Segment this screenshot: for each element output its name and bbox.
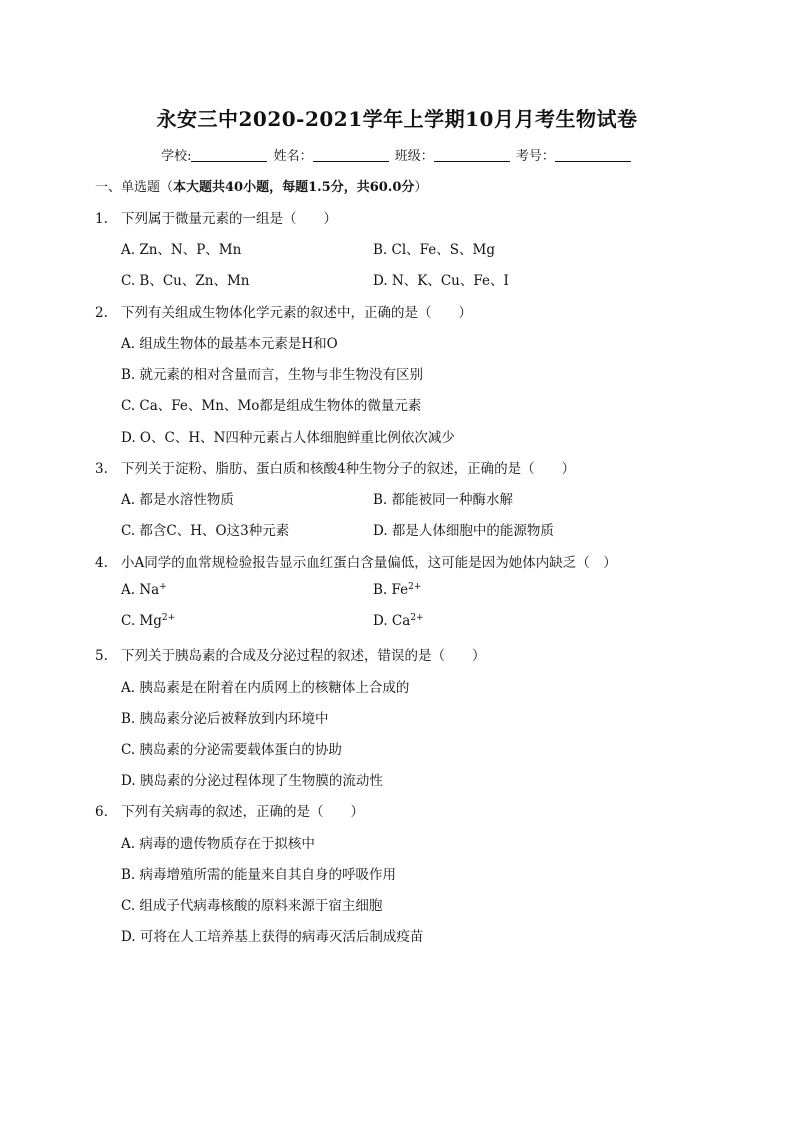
option-3a: A. 都是水溶性物质 <box>121 492 234 508</box>
section-heading: 一、单选题（本大题共40小题，每题1.5分，共60.0分） <box>95 180 428 195</box>
student-info-line <box>0 145 794 164</box>
question-stem: 小A同学的血常规检验报告显示血红蛋白含量偏低，这可能是因为她体内缺乏（ ） <box>121 555 617 571</box>
question-6: 6. 下列有关病毒的叙述，正确的是（ ） <box>95 804 364 820</box>
option-2c: C. Ca、Fe、Mn、Mo都是组成生物体的微量元素 <box>121 398 422 414</box>
option-5b: B. 胰岛素分泌后被释放到内环境中 <box>121 711 329 727</box>
name-label: 姓名： <box>273 149 313 164</box>
school-label: 学校: <box>161 149 192 164</box>
option-2a: A. 组成生物体的最基本元素是H和O <box>121 336 338 352</box>
exam-no-label: 考号： <box>515 149 555 164</box>
option-1b: B. Cl、Fe、S、Mg <box>373 242 495 258</box>
option-3b: B. 都能被同一种酶水解 <box>373 492 514 508</box>
question-2: 2. 下列有关组成生物体化学元素的叙述中，正确的是（ ） <box>95 305 472 321</box>
option-1a: A. Zn、N、P、Mn <box>121 242 242 258</box>
option-1c: C. B、Cu、Zn、Mn <box>121 273 250 289</box>
name-blank <box>313 148 389 162</box>
school-blank <box>191 148 267 162</box>
question-3: 3. 下列关于淀粉、脂肪、蛋白质和核酸4种生物分子的叙述，正确的是（ ） <box>95 461 576 477</box>
question-stem: 下列属于微量元素的一组是（ ） <box>121 211 337 227</box>
exam-title: 永安三中2020-2021学年上学期10月月考生物试卷 <box>156 107 638 131</box>
option-5a: A. 胰岛素是在附着在内质网上的核糖体上合成的 <box>121 680 410 696</box>
question-stem: 下列有关组成生物体化学元素的叙述中，正确的是（ ） <box>121 305 472 321</box>
class-label: 班级： <box>394 149 434 164</box>
option-2b: B. 就元素的相对含量而言，生物与非生物没有区别 <box>121 367 424 383</box>
option-6b: B. 病毒增殖所需的能量来自其自身的呼吸作用 <box>121 867 397 883</box>
question-stem: 下列关于淀粉、脂肪、蛋白质和核酸4种生物分子的叙述，正确的是（ ） <box>121 461 576 477</box>
option-5d: D. 胰岛素的分泌过程体现了生物膜的流动性 <box>121 773 383 789</box>
question-stem: 下列关于胰岛素的合成及分泌过程的叙述，错误的是（ ） <box>121 648 486 664</box>
option-3d: D. 都是人体细胞中的能源物质 <box>373 523 554 539</box>
option-1d: D. N、K、Cu、Fe、I <box>373 273 509 289</box>
option-6a: A. 病毒的遗传物质存在于拟核中 <box>121 836 315 852</box>
class-blank <box>434 148 510 162</box>
exam-no-blank <box>555 148 631 162</box>
option-5c: C. 胰岛素的分泌需要载体蛋白的协助 <box>121 742 342 758</box>
option-4a: A. Na+ <box>121 582 167 598</box>
question-5: 5. 下列关于胰岛素的合成及分泌过程的叙述，错误的是（ ） <box>95 648 486 664</box>
question-1: 1. 下列属于微量元素的一组是（ ） <box>95 211 337 227</box>
question-4: 4. 小A同学的血常规检验报告显示血红蛋白含量偏低，这可能是因为她体内缺乏（ ） <box>95 555 617 571</box>
option-6d: D. 可将在人工培养基上获得的病毒灭活后制成疫苗 <box>121 929 424 945</box>
question-stem: 下列有关病毒的叙述，正确的是（ ） <box>121 804 364 820</box>
option-2d: D. O、C、H、N四种元素占人体细胞鲜重比例依次减少 <box>121 430 455 446</box>
option-6c: C. 组成子代病毒核酸的原料来源于宿主细胞 <box>121 898 383 914</box>
option-3c: C. 都含C、H、O这3种元素 <box>121 523 290 539</box>
option-4d: D. $Ca^{2+}$ <box>373 613 424 629</box>
section-detail: 本大题共40小题，每题1.5分，共60.0分 <box>173 180 415 195</box>
option-4b: B. $Fe^{2+}$ <box>373 582 422 598</box>
option-4c: C. $Mg^{2+}$ <box>121 613 176 629</box>
